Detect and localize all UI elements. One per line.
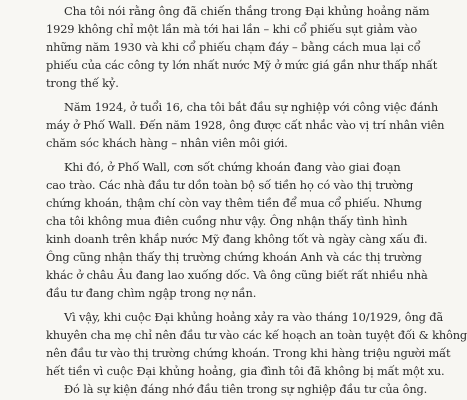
paragraph-1-line-4: phiếu của các công ty lớn nhất nước Mỹ ở mức giá gần như thấp nhất	[46, 58, 438, 72]
paragraph-4-line-3: nên đầu tư vào thị trường chứng khoán. Trong khi hàng triệu người mất	[46, 346, 451, 360]
paragraph-1-line-3: những năm 1930 và khi cổ phiếu chạm đáy – bằng cách mua lại cổ	[46, 40, 421, 54]
paragraph-3-line-4: cha tôi không mua điên cuồng như vậy. Ông nhận thấy tình hình	[46, 214, 408, 228]
paragraph-3-line-3: chứng khoán, thậm chí còn vay thêm tiền để mua cổ phiếu. Nhưng	[46, 196, 422, 210]
paragraph-3-line-2: cao trào. Các nhà đầu tư dồn toàn bộ số tiền họ có vào thị trường	[46, 178, 414, 192]
paragraph-3-line-6: Ông cũng nhận thấy thị trường chứng khoán Anh và các thị trường	[46, 250, 422, 264]
paragraph-3-line-7: khác ở châu Âu đang lao xuống dốc. Và ông cũng biết rất nhiều nhà	[46, 268, 428, 282]
paragraph-2-line-3: chăm sóc khách hàng – nhân viên môi giới.	[46, 136, 288, 150]
paragraph-2-line-1: Năm 1924, ở tuổi 16, cha tôi bắt đầu sự nghiệp với công việc đánh	[64, 100, 439, 114]
paragraph-1-line-2: 1929 không chỉ một lần mà tới hai lần – khi cổ phiếu sụt giảm vào	[46, 22, 418, 36]
paragraph-3-line-1: Khi đó, ở Phố Wall, cơn sốt chứng khoán đang vào giai đoạn	[64, 160, 401, 174]
paragraph-1-line-5: trong thế kỷ.	[46, 76, 119, 90]
paragraph-3-line-8: đầu tư đang chìm ngập trong nợ nần.	[46, 286, 257, 300]
paragraph-4-line-1: Vì vậy, khi cuộc Đại khủng hoảng xảy ra vào tháng 10/1929, ông đã	[64, 310, 444, 324]
paragraph-1-line-1: Cha tôi nói rằng ông đã chiến thắng trong Đại khủng hoảng năm	[64, 4, 430, 18]
paragraph-2-line-2: máy ở Phố Wall. Đến năm 1928, ông được cất nhắc vào vị trí nhân viên	[46, 118, 445, 132]
paragraph-4-line-2: khuyên cha mẹ chỉ nên đầu tư vào các kế hoạch an toàn tuyệt đối & không	[46, 328, 467, 342]
paragraph-3-line-5: kinh doanh trên khắp nước Mỹ đang không tốt và ngày càng xấu đi.	[46, 232, 428, 246]
paragraph-5-line-1: Đó là sự kiện đáng nhớ đầu tiên trong sự nghiệp đầu tư của ông.	[64, 382, 428, 396]
paragraph-4-line-4: hết tiền vì cuộc Đại khủng hoảng, gia đình tôi đã không bị mất một xu.	[46, 364, 445, 378]
